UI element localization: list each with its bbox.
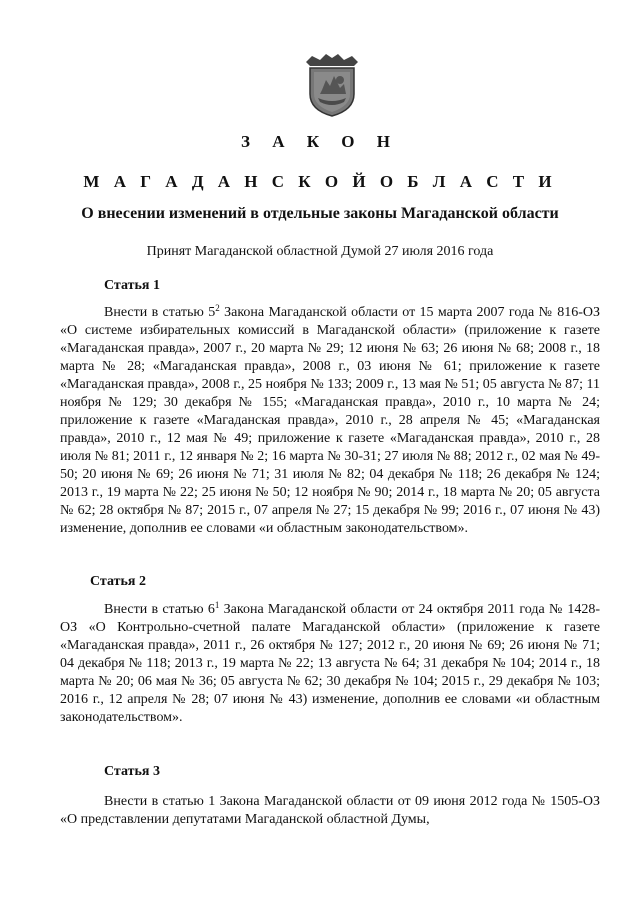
law-title: З А К О Н: [240, 132, 400, 151]
article-3-text: [60, 793, 600, 829]
article-2-text-rest: Закона Магаданской области от 24 октября 2011 года № 1428-ОЗ «О Контрольно-счетной палате Магаданской области» (приложение к газете «Магаданская правда», 2011 г., 26 октября № 127; 2012 г., 20 июня № 69; 26 июня № 71; 04 декабря № 118; 2013 г., 19 марта № 22; 13 августа № 64; 31 декабря № 104; 2014 г., 18 марта № 20; 06 мая № 36; 05 августа № 62; 30 декабря № 104; 2015 г., 29 декабря № 103; 2016 г., 12 апреля № 28; 07 июня № 43) изменение, дополнив ее словами «и областным законодательством».: [60, 602, 600, 725]
article-2-text: [60, 601, 600, 727]
article-2-superscript: 1: [214, 600, 220, 610]
article-1-superscript: 2: [215, 303, 220, 313]
coat-of-arms-icon: [300, 50, 364, 118]
article-2-text-start: Внести в статью 6: [104, 602, 215, 617]
adoption-line: Принят Магаданской областной Думой 27 июля 2016 года: [146, 244, 494, 259]
article-3-heading: Статья 3: [104, 764, 160, 779]
article-1-text: [60, 304, 600, 538]
article-1-text-start: Внести в статью 5: [104, 305, 216, 320]
article-1-text-rest: Закона Магаданской области от 15 марта 2007 года № 816-ОЗ «О системе избирательных комиссий в Магаданской области» (приложение к газете «Магаданская правда», 2007 г., 20 марта № 29; 12 июня № 63; 26 июня № 68; 2008 г., 18 марта № 28; «Магаданская правда», 2008 г., 03 июня № 61; приложение к газете «Магаданская правда», 2008 г., 25 ноября № 133; 2009 г., 13 мая № 51; 05 августа № 87; 11 ноября № 129; 30 декабря № 155; «Магаданская правда», 2010 г., 10 марта № 24; приложение к газете «Магаданская правда», 2010 г., 28 апреля № 45; «Магаданская правда», 2010 г., 12 мая № 49; приложение к газете «Магаданская правда», 2010 г., 28 июля № 81; 2011 г., 12 января № 2; 16 марта № 30-31; 27 июля № 88; 2012 г., 02 мая № 49-50; 20 июня № 69; 26 июня № 71; 31 июля № 82; 04 декабря № 118; 26 декабря № 124; 2013 г., 19 марта № 22; 25 июня № 50; 12 ноября № 90; 2014 г., 18 марта № 20; 05 августа № 62; 28 октября № 87; 2015 г., 07 апреля № 27; 15 декабря № 99; 2016 г., 07 июня № 43) изменение, дополнив ее словами «и областным законодательством».: [60, 305, 600, 536]
article-2-heading: Статья 2: [90, 574, 146, 589]
law-subtitle: О внесении изменений в отдельные законы Магаданской области: [81, 205, 559, 222]
region-title: М А Г А Д А Н С К О Й О Б Л А С Т И: [83, 172, 557, 191]
article-3-text-start: Внести в статью 1 Закона Магаданской области от 09 июня 2012 года № 1505-ОЗ «О представлении депутатами Магаданской областной Думы,: [60, 794, 600, 827]
article-1-heading: Статья 1: [104, 278, 160, 293]
